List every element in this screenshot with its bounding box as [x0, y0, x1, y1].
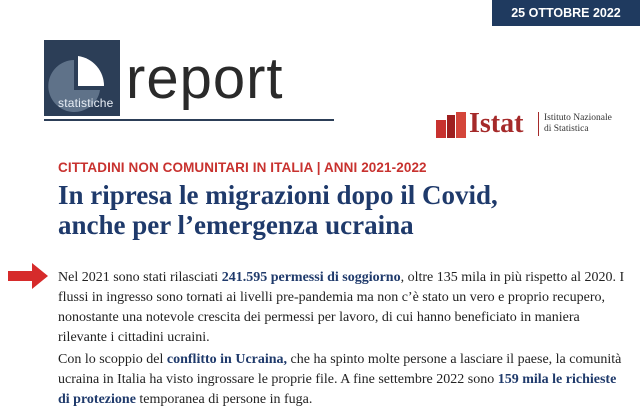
istat-separator: [538, 112, 539, 136]
istat-subtitle: Istituto Nazionale di Statistica: [544, 113, 612, 134]
logo-square: [44, 40, 120, 116]
logo-word: report: [126, 46, 284, 111]
istat-mark-icon: [436, 112, 466, 138]
topic-heading: CITTADINI NON COMUNITARI IN ITALIA | ANNI 2021-2022: [58, 160, 427, 175]
logo-rule: [44, 119, 334, 121]
paragraph-1: Nel 2021 sono stati rilasciati 241.595 permessi di soggiorno, oltre 135 mila in più rispetto al 2020. I flussi in ingresso sono tornati ai livelli pre-pandemia ma non c’è stato un vero e proprio recupero, nonostante una notevole crescita dei permessi per lavoro, di cui hanno beneficiato in maniera rilevante i cittadini ucraini.: [58, 270, 625, 345]
istat-name: Istat: [469, 108, 524, 139]
right-arrow-icon: [8, 263, 48, 289]
paragraph-2: Con lo scoppio del conflitto in Ucraina, che ha spinto molte persone a lasciare il paese, la comunità ucraina in Italia ha visto ingrossare le proprie file. A fine settembre 2022 sono 159 mila le richieste di protezione temporanea di persone in fuga.: [58, 352, 622, 407]
logo-small-text: statistiche: [58, 96, 114, 110]
page-title: In ripresa le migrazioni dopo il Covid, anche per l’emergenza ucraina: [58, 180, 498, 240]
date-badge: 25 OTTOBRE 2022: [492, 0, 640, 26]
statistiche-report-logo: [34, 40, 334, 120]
